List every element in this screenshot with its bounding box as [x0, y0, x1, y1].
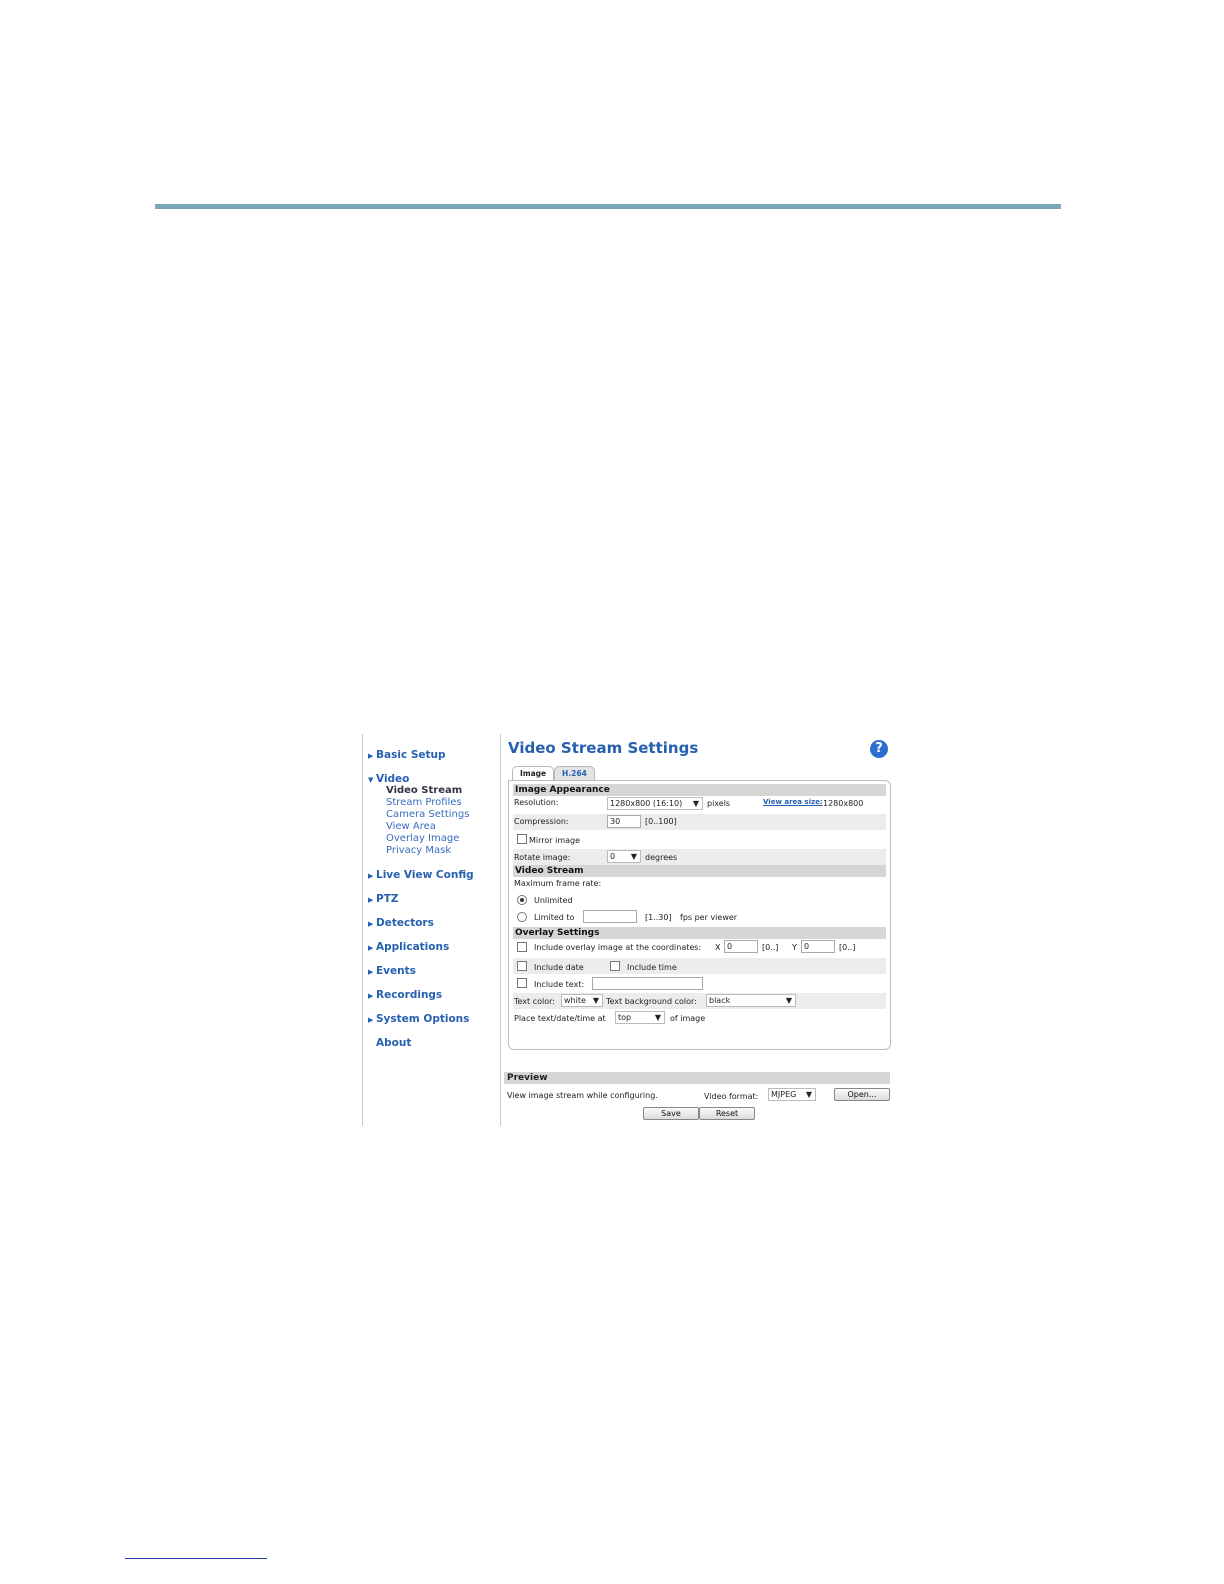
unlimited-label: Unlimited	[534, 896, 573, 905]
chevron-down-icon: ▼	[654, 1013, 661, 1022]
nav-detectors-label: Detectors	[376, 917, 434, 929]
nav-ptz-label: PTZ	[376, 893, 399, 905]
nav-system-options-label: System Options	[376, 1013, 470, 1025]
nav-live-view-config[interactable]	[368, 869, 474, 881]
preview-heading: Preview	[504, 1072, 890, 1084]
include-overlay-checkbox[interactable]	[517, 942, 527, 952]
overlay-coordinates-row	[513, 940, 886, 956]
compression-range: [0..100]	[645, 817, 677, 826]
page-title: Video Stream Settings	[508, 739, 699, 757]
tab-image[interactable]: Image	[512, 766, 554, 781]
nav-video-stream[interactable]: Video Stream	[386, 785, 463, 796]
include-text-checkbox[interactable]	[517, 978, 527, 988]
resolution-value: 1280x800 (16:10)	[610, 799, 683, 808]
nav-video-label: Video	[376, 773, 410, 785]
nav-live-view-config-label: Live View Config	[376, 869, 474, 881]
mirror-checkbox[interactable]	[517, 834, 527, 844]
resolution-label: Resolution:	[514, 798, 559, 807]
reset-button[interactable]: Reset	[699, 1107, 755, 1120]
nav-events-label: Events	[376, 965, 416, 977]
nav-ptz[interactable]	[368, 893, 398, 905]
image-appearance-heading: Image Appearance	[513, 784, 886, 796]
rotate-row	[513, 849, 886, 865]
fps-input[interactable]	[583, 910, 637, 923]
date-time-row	[513, 958, 886, 974]
view-area-link[interactable]: View area size:	[763, 798, 823, 806]
place-select[interactable]	[615, 1011, 665, 1024]
nav-view-area[interactable]: View Area	[386, 821, 436, 832]
chevron-right-icon: ▶	[368, 896, 374, 904]
mirror-label: Mirror image	[529, 836, 581, 845]
nav-applications[interactable]	[368, 941, 449, 953]
compression-label: Compression:	[514, 817, 569, 826]
place-text-row	[513, 1010, 886, 1026]
chevron-down-icon: ▼	[692, 799, 699, 808]
chevron-down-icon: ▼	[368, 776, 374, 784]
nav-basic-setup-label: Basic Setup	[376, 749, 446, 761]
degrees-unit: degrees	[645, 853, 678, 862]
nav-detectors[interactable]	[368, 917, 434, 929]
header-rule	[155, 204, 1061, 209]
max-frame-rate-row	[513, 877, 886, 893]
x-input[interactable]: 0	[724, 940, 758, 953]
chevron-down-icon: ▼	[630, 852, 637, 861]
rotate-select[interactable]	[607, 850, 641, 863]
include-text-label: Include text:	[534, 980, 585, 989]
preview-description: View image stream while configuring.	[507, 1091, 658, 1100]
place-label: Place text/date/time at	[514, 1014, 606, 1023]
resolution-row	[513, 796, 886, 812]
rotate-label: Rotate image:	[514, 853, 571, 862]
x-label: X	[715, 943, 721, 952]
nav-video[interactable]	[368, 773, 409, 785]
settings-panel	[508, 780, 891, 1050]
y-label: Y	[792, 943, 797, 952]
overlay-settings-heading: Overlay Settings	[513, 927, 886, 939]
bg-color-select[interactable]	[706, 994, 796, 1007]
tab-h264[interactable]: H.264	[554, 766, 595, 781]
of-image-label: of image	[670, 1014, 706, 1023]
limited-row	[513, 910, 886, 926]
include-time-label: Include time	[627, 963, 677, 972]
include-overlay-label: Include overlay image at the coordinates:	[534, 943, 702, 952]
include-time-checkbox[interactable]	[610, 961, 620, 971]
include-date-checkbox[interactable]	[517, 961, 527, 971]
video-format-select[interactable]	[768, 1088, 816, 1101]
view-area-value: 1280x800	[823, 799, 864, 808]
chevron-down-icon: ▼	[805, 1090, 812, 1099]
text-color-value: white	[564, 996, 586, 1005]
fps-range: [1..30]	[645, 913, 672, 922]
place-value: top	[618, 1013, 632, 1022]
include-text-input[interactable]	[592, 977, 703, 990]
chevron-right-icon: ▶	[368, 1016, 374, 1024]
nav-about-label: About	[376, 1037, 412, 1049]
include-text-row	[513, 976, 886, 992]
rotate-value: 0	[610, 852, 616, 861]
save-button[interactable]: Save	[643, 1107, 699, 1120]
text-color-select[interactable]	[561, 994, 603, 1007]
chevron-right-icon: ▶	[368, 920, 374, 928]
left-border	[362, 734, 363, 1126]
limited-radio[interactable]	[517, 912, 527, 922]
nav-divider	[500, 734, 501, 1126]
unlimited-radio[interactable]	[517, 895, 527, 905]
nav-recordings[interactable]	[368, 989, 442, 1001]
nav-stream-profiles[interactable]: Stream Profiles	[386, 797, 462, 808]
footer-rule	[125, 1558, 267, 1559]
chevron-right-icon: ▶	[368, 968, 374, 976]
y-input[interactable]: 0	[801, 940, 835, 953]
x-range: [0..]	[762, 943, 779, 952]
chevron-right-icon: ▶	[368, 992, 374, 1000]
max-frame-rate-label: Maximum frame rate:	[514, 879, 602, 888]
y-range: [0..]	[839, 943, 856, 952]
include-date-label: Include date	[534, 963, 584, 972]
nav-camera-settings[interactable]: Camera Settings	[386, 809, 470, 820]
fps-per-viewer-label: fps per viewer	[680, 913, 738, 922]
resolution-select[interactable]	[607, 797, 703, 810]
video-stream-heading: Video Stream	[513, 865, 886, 877]
chevron-down-icon: ▼	[592, 996, 599, 1005]
limited-label: Limited to	[534, 913, 575, 922]
chevron-down-icon: ▼	[785, 996, 792, 1005]
nav-events[interactable]	[368, 965, 416, 977]
bg-color-label: Text background color:	[606, 997, 697, 1006]
video-format-label: Video format:	[704, 1092, 759, 1101]
bg-color-value: black	[709, 996, 731, 1005]
nav-overlay-image[interactable]: Overlay Image	[386, 833, 460, 844]
text-color-row	[513, 993, 886, 1009]
nav-about[interactable]	[368, 1037, 411, 1049]
nav-privacy-mask[interactable]: Privacy Mask	[386, 845, 452, 856]
nav-applications-label: Applications	[376, 941, 450, 953]
video-format-value: MJPEG	[771, 1090, 797, 1099]
nav-recordings-label: Recordings	[376, 989, 443, 1001]
nav-basic-setup[interactable]	[368, 749, 446, 761]
mirror-row	[513, 832, 886, 848]
unlimited-row	[513, 893, 886, 909]
help-icon[interactable]: ?	[870, 740, 888, 758]
compression-input[interactable]: 30	[607, 815, 641, 828]
pixels-unit: pixels	[707, 799, 731, 808]
chevron-right-icon: ▶	[368, 752, 374, 760]
nav-system-options[interactable]	[368, 1013, 469, 1025]
chevron-right-icon: ▶	[368, 944, 374, 952]
text-color-label: Text color:	[514, 997, 555, 1006]
chevron-right-icon: ▶	[368, 872, 374, 880]
compression-row	[513, 814, 886, 830]
open-button[interactable]: Open...	[834, 1088, 890, 1101]
video-stream-settings-screenshot	[362, 734, 892, 1126]
